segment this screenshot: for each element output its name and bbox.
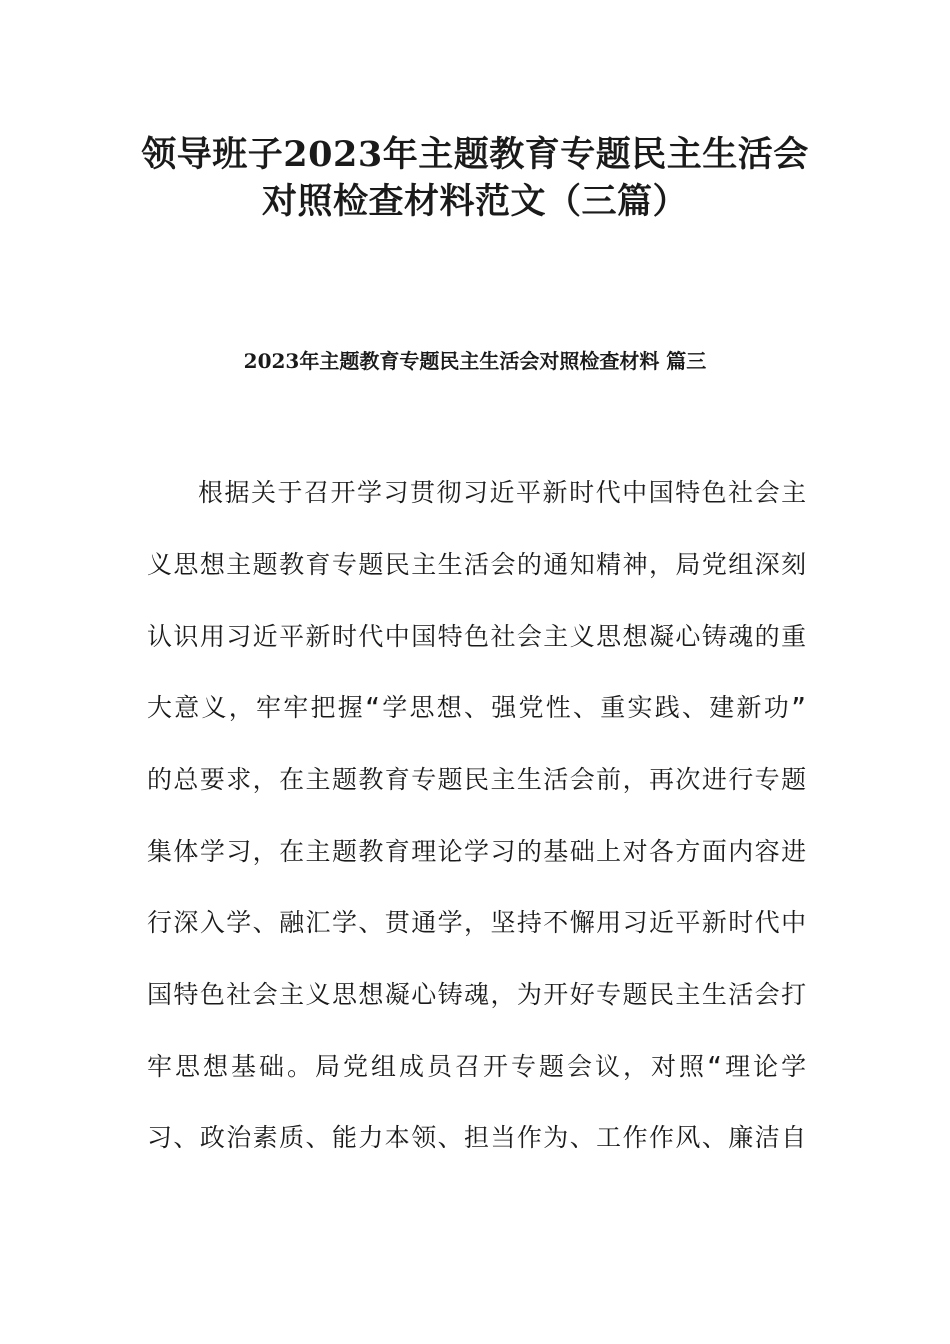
section-heading: 2023年主题教育专题民主生活会对照检查材料 篇三 [243, 349, 707, 373]
document-title-line-2: 对照检查材料范文（三篇） [261, 181, 688, 222]
document-title-line-1: 领导班子2023年主题教育专题民主生活会 [141, 134, 809, 175]
paragraph-line: 认识用习近平新时代中国特色社会主义思想凝心铸魂的重 [147, 622, 807, 651]
paragraph-line: 大意义，牢牢把握“学思想、强党性、重实践、建新功” [147, 693, 807, 722]
paragraph-line: 牢思想基础。局党组成员召开专题会议，对照“理论学 [147, 1052, 807, 1081]
paragraph-line: 集体学习，在主题教育理论学习的基础上对各方面内容进 [147, 837, 807, 866]
paragraph-line: 义思想主题教育专题民主生活会的通知精神，局党组深刻 [147, 550, 807, 579]
paragraph-line: 国特色社会主义思想凝心铸魂，为开好专题民主生活会打 [147, 980, 807, 1009]
paragraph-line: 的总要求，在主题教育专题民主生活会前，再次进行专题 [147, 765, 807, 794]
paragraph-line: 习、政治素质、能力本领、担当作为、工作作风、廉洁自 [147, 1123, 807, 1152]
paragraph-line: 行深入学、融汇学、贯通学，坚持不懈用习近平新时代中 [147, 908, 807, 937]
paragraph-line: 根据关于召开学习贯彻习近平新时代中国特色社会主 [198, 478, 807, 507]
